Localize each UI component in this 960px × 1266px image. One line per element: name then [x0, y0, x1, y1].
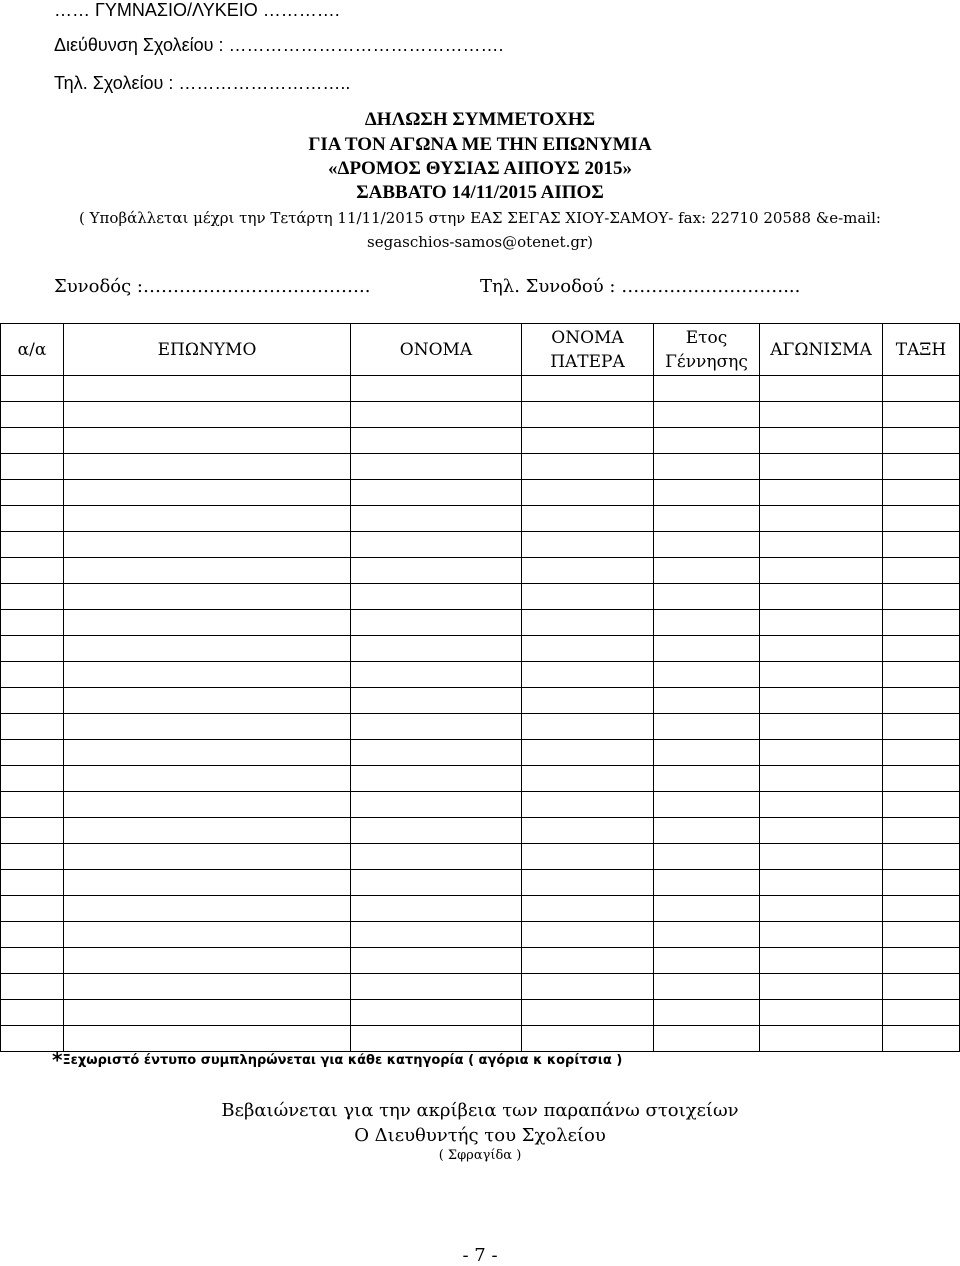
table-cell-class[interactable]	[883, 402, 960, 428]
table-cell-birth_year[interactable]	[654, 584, 760, 610]
header-name: ΟΝΟΜΑ	[351, 324, 522, 376]
table-cell-aa[interactable]	[1, 844, 64, 870]
table-cell-birth_year[interactable]	[654, 532, 760, 558]
table-cell-surname[interactable]	[64, 402, 351, 428]
table-row	[1, 480, 960, 506]
table-cell-father[interactable]	[522, 740, 654, 766]
table-cell-class[interactable]	[883, 792, 960, 818]
table-cell-aa[interactable]	[1, 376, 64, 402]
table-cell-class[interactable]	[883, 662, 960, 688]
table-row	[1, 948, 960, 974]
table-row	[1, 922, 960, 948]
race-title-line: ΓΙΑ ΤΟΝ ΑΓΩΝΑ ΜΕ ΤΗΝ ΕΠΩΝΥΜΙΑ	[308, 134, 652, 155]
table-cell-class[interactable]	[883, 610, 960, 636]
table-cell-surname[interactable]	[64, 584, 351, 610]
table-cell-name[interactable]	[351, 688, 522, 714]
table-cell-name[interactable]	[351, 584, 522, 610]
table-cell-father[interactable]	[522, 974, 654, 1000]
school-address-line: Διεύθυνση Σχολείου : ……………………………………….	[54, 35, 504, 55]
table-cell-event[interactable]	[760, 480, 883, 506]
table-cell-name[interactable]	[351, 792, 522, 818]
table-cell-surname[interactable]	[64, 870, 351, 896]
table-cell-father[interactable]	[522, 636, 654, 662]
table-cell-father[interactable]	[522, 844, 654, 870]
header-surname: ΕΠΩΝΥΜΟ	[64, 324, 351, 376]
table-cell-aa[interactable]	[1, 558, 64, 584]
table-cell-name[interactable]	[351, 1000, 522, 1026]
table-cell-surname[interactable]	[64, 454, 351, 480]
table-cell-father[interactable]	[522, 714, 654, 740]
table-cell-aa[interactable]	[1, 584, 64, 610]
table-cell-father[interactable]	[522, 662, 654, 688]
table-cell-name[interactable]	[351, 454, 522, 480]
table-cell-birth_year[interactable]	[654, 844, 760, 870]
table-row	[1, 584, 960, 610]
escort-phone-field: Τηλ. Συνοδού : ………………………...	[480, 276, 801, 297]
table-cell-surname[interactable]	[64, 844, 351, 870]
table-cell-event[interactable]	[760, 610, 883, 636]
table-row	[1, 662, 960, 688]
table-cell-aa[interactable]	[1, 688, 64, 714]
table-cell-name[interactable]	[351, 896, 522, 922]
table-cell-surname[interactable]	[64, 922, 351, 948]
table-cell-birth_year[interactable]	[654, 1026, 760, 1052]
table-cell-event[interactable]	[760, 428, 883, 454]
table-cell-event[interactable]	[760, 532, 883, 558]
submission-email: segaschios-samos@otenet.gr)	[367, 233, 593, 251]
table-cell-class[interactable]	[883, 948, 960, 974]
table-cell-class[interactable]	[883, 428, 960, 454]
table-cell-event[interactable]	[760, 896, 883, 922]
table-cell-surname[interactable]	[64, 1000, 351, 1026]
table-cell-birth_year[interactable]	[654, 1000, 760, 1026]
table-cell-surname[interactable]	[64, 948, 351, 974]
table-cell-surname[interactable]	[64, 792, 351, 818]
table-cell-birth_year[interactable]	[654, 376, 760, 402]
table-cell-class[interactable]	[883, 584, 960, 610]
table-cell-birth_year[interactable]	[654, 636, 760, 662]
table-cell-aa[interactable]	[1, 870, 64, 896]
race-name: «ΔΡΟΜΟΣ ΘΥΣΙΑΣ ΑΙΠΟΥΣ 2015»	[328, 158, 632, 179]
table-cell-surname[interactable]	[64, 662, 351, 688]
header-aa: α/α	[1, 324, 64, 376]
form-title: ΔΗΛΩΣΗ ΣΥΜΜΕΤΟΧΗΣ	[364, 109, 596, 130]
table-cell-aa[interactable]	[1, 402, 64, 428]
table-cell-event[interactable]	[760, 922, 883, 948]
table-row	[1, 896, 960, 922]
table-cell-father[interactable]	[522, 896, 654, 922]
table-cell-class[interactable]	[883, 480, 960, 506]
table-row	[1, 870, 960, 896]
table-cell-aa[interactable]	[1, 506, 64, 532]
principal-title: Ο Διευθυντής του Σχολείου	[354, 1125, 606, 1146]
table-cell-class[interactable]	[883, 922, 960, 948]
table-cell-event[interactable]	[760, 558, 883, 584]
table-cell-name[interactable]	[351, 740, 522, 766]
table-cell-birth_year[interactable]	[654, 402, 760, 428]
header-event: ΑΓΩΝΙΣΜΑ	[760, 324, 883, 376]
page-number: - 7 -	[462, 1245, 498, 1266]
table-cell-aa[interactable]	[1, 948, 64, 974]
table-cell-aa[interactable]	[1, 532, 64, 558]
submission-note: ( Υποβάλλεται μέχρι την Τετάρτη 11/11/2015 στην ΕΑΣ ΣΕΓΑΣ ΧΙΟΥ-ΣΑΜΟΥ- fax: 22710 20588 &e-mail:	[79, 209, 881, 227]
header-class: ΤΑΞΗ	[883, 324, 960, 376]
table-row	[1, 714, 960, 740]
table-cell-father[interactable]	[522, 688, 654, 714]
table-cell-surname[interactable]	[64, 480, 351, 506]
table-cell-event[interactable]	[760, 740, 883, 766]
table-cell-aa[interactable]	[1, 896, 64, 922]
table-cell-class[interactable]	[883, 844, 960, 870]
table-cell-birth_year[interactable]	[654, 870, 760, 896]
table-cell-event[interactable]	[760, 792, 883, 818]
table-cell-aa[interactable]	[1, 714, 64, 740]
table-cell-birth_year[interactable]	[654, 428, 760, 454]
table-cell-name[interactable]	[351, 844, 522, 870]
table-cell-event[interactable]	[760, 506, 883, 532]
table-cell-birth_year[interactable]	[654, 714, 760, 740]
table-cell-surname[interactable]	[64, 714, 351, 740]
table-cell-class[interactable]	[883, 532, 960, 558]
table-row	[1, 792, 960, 818]
header-birth-year: Ετος Γέννησης	[654, 324, 760, 376]
table-cell-father[interactable]	[522, 766, 654, 792]
table-row	[1, 1000, 960, 1026]
table-cell-surname[interactable]	[64, 428, 351, 454]
table-row	[1, 506, 960, 532]
table-cell-class[interactable]	[883, 376, 960, 402]
table-cell-birth_year[interactable]	[654, 948, 760, 974]
table-cell-name[interactable]	[351, 402, 522, 428]
table-cell-father[interactable]	[522, 610, 654, 636]
table-cell-class[interactable]	[883, 454, 960, 480]
table-cell-class[interactable]	[883, 714, 960, 740]
table-cell-name[interactable]	[351, 532, 522, 558]
table-cell-class[interactable]	[883, 974, 960, 1000]
table-cell-surname[interactable]	[64, 636, 351, 662]
table-cell-birth_year[interactable]	[654, 688, 760, 714]
table-cell-birth_year[interactable]	[654, 740, 760, 766]
table-cell-surname[interactable]	[64, 506, 351, 532]
table-cell-class[interactable]	[883, 740, 960, 766]
table-cell-father[interactable]	[522, 454, 654, 480]
table-cell-father[interactable]	[522, 480, 654, 506]
table-cell-aa[interactable]	[1, 636, 64, 662]
table-cell-aa[interactable]	[1, 480, 64, 506]
footnote-star: *	[52, 1048, 63, 1072]
table-cell-birth_year[interactable]	[654, 922, 760, 948]
table-cell-surname[interactable]	[64, 610, 351, 636]
table-cell-aa[interactable]	[1, 610, 64, 636]
table-cell-surname[interactable]	[64, 532, 351, 558]
table-cell-aa[interactable]	[1, 792, 64, 818]
table-cell-birth_year[interactable]	[654, 792, 760, 818]
table-row	[1, 844, 960, 870]
table-body	[1, 376, 960, 1052]
table-row	[1, 636, 960, 662]
table-cell-class[interactable]	[883, 688, 960, 714]
table-cell-birth_year[interactable]	[654, 818, 760, 844]
table-cell-father[interactable]	[522, 428, 654, 454]
table-cell-surname[interactable]	[64, 740, 351, 766]
table-cell-name[interactable]	[351, 506, 522, 532]
table-cell-event[interactable]	[760, 636, 883, 662]
table-cell-class[interactable]	[883, 1026, 960, 1052]
participants-table	[0, 323, 960, 1052]
table-cell-class[interactable]	[883, 1000, 960, 1026]
table-cell-birth_year[interactable]	[654, 558, 760, 584]
table-cell-father[interactable]	[522, 948, 654, 974]
table-cell-event[interactable]	[760, 1000, 883, 1026]
table-cell-aa[interactable]	[1, 922, 64, 948]
table-cell-birth_year[interactable]	[654, 974, 760, 1000]
table-cell-father[interactable]	[522, 792, 654, 818]
table-cell-class[interactable]	[883, 558, 960, 584]
table-cell-father[interactable]	[522, 870, 654, 896]
table-cell-class[interactable]	[883, 506, 960, 532]
table-cell-name[interactable]	[351, 428, 522, 454]
table-cell-name[interactable]	[351, 610, 522, 636]
table-cell-name[interactable]	[351, 766, 522, 792]
certification-text: Βεβαιώνεται για την ακρίβεια των παραπάνω στοιχείων	[221, 1100, 739, 1121]
table-cell-aa[interactable]	[1, 766, 64, 792]
table-cell-event[interactable]	[760, 376, 883, 402]
table-cell-aa[interactable]	[1, 740, 64, 766]
table-row	[1, 558, 960, 584]
table-cell-surname[interactable]	[64, 376, 351, 402]
footnote-text: Ξεχωριστό έντυπο συμπληρώνεται για κάθε κατηγορία ( αγόρια κ κορίτσια )	[62, 1053, 623, 1068]
table-cell-name[interactable]	[351, 948, 522, 974]
table-cell-event[interactable]	[760, 1026, 883, 1052]
table-cell-father[interactable]	[522, 558, 654, 584]
table-cell-father[interactable]	[522, 818, 654, 844]
table-cell-class[interactable]	[883, 766, 960, 792]
table-cell-name[interactable]	[351, 376, 522, 402]
table-cell-class[interactable]	[883, 636, 960, 662]
table-cell-event[interactable]	[760, 844, 883, 870]
table-header-row	[1, 324, 960, 376]
table-row	[1, 766, 960, 792]
table-cell-name[interactable]	[351, 636, 522, 662]
table-cell-event[interactable]	[760, 948, 883, 974]
table-cell-father[interactable]	[522, 532, 654, 558]
table-row	[1, 402, 960, 428]
table-cell-father[interactable]	[522, 922, 654, 948]
table-cell-class[interactable]	[883, 870, 960, 896]
table-row	[1, 376, 960, 402]
school-phone-line: Τηλ. Σχολείου : ………………………..	[54, 73, 351, 93]
table-cell-surname[interactable]	[64, 766, 351, 792]
table-cell-birth_year[interactable]	[654, 506, 760, 532]
table-cell-father[interactable]	[522, 584, 654, 610]
table-cell-birth_year[interactable]	[654, 610, 760, 636]
table-row	[1, 610, 960, 636]
table-cell-birth_year[interactable]	[654, 662, 760, 688]
table-cell-father[interactable]	[522, 506, 654, 532]
table-cell-event[interactable]	[760, 584, 883, 610]
table-cell-aa[interactable]	[1, 662, 64, 688]
table-cell-event[interactable]	[760, 454, 883, 480]
table-cell-birth_year[interactable]	[654, 896, 760, 922]
table-cell-name[interactable]	[351, 922, 522, 948]
table-cell-birth_year[interactable]	[654, 454, 760, 480]
footnote	[52, 1048, 622, 1072]
table-cell-class[interactable]	[883, 896, 960, 922]
race-date: ΣΑΒΒΑΤΟ 14/11/2015 ΑΙΠΟΣ	[356, 182, 604, 203]
table-cell-event[interactable]	[760, 870, 883, 896]
table-cell-name[interactable]	[351, 870, 522, 896]
table-row	[1, 740, 960, 766]
table-cell-surname[interactable]	[64, 818, 351, 844]
table-cell-name[interactable]	[351, 480, 522, 506]
table-cell-event[interactable]	[760, 688, 883, 714]
table-cell-name[interactable]	[351, 818, 522, 844]
escort-name-field: Συνοδός :………………………………..	[54, 276, 371, 297]
table-row	[1, 428, 960, 454]
stamp-label: ( Σφραγίδα )	[438, 1148, 522, 1163]
table-cell-aa[interactable]	[1, 454, 64, 480]
table-cell-event[interactable]	[760, 662, 883, 688]
table-cell-event[interactable]	[760, 818, 883, 844]
table-cell-father[interactable]	[522, 402, 654, 428]
table-cell-event[interactable]	[760, 974, 883, 1000]
table-cell-name[interactable]	[351, 974, 522, 1000]
table-row	[1, 688, 960, 714]
table-cell-event[interactable]	[760, 402, 883, 428]
table-cell-surname[interactable]	[64, 558, 351, 584]
table-cell-father[interactable]	[522, 376, 654, 402]
table-cell-event[interactable]	[760, 766, 883, 792]
table-cell-birth_year[interactable]	[654, 480, 760, 506]
table-cell-father[interactable]	[522, 1000, 654, 1026]
table-cell-aa[interactable]	[1, 974, 64, 1000]
school-name-line: …… ΓΥΜΝΑΣΙΟ/ΛΥΚΕΙΟ ………….	[54, 0, 340, 20]
table-cell-event[interactable]	[760, 714, 883, 740]
table-cell-aa[interactable]	[1, 1000, 64, 1026]
table-cell-name[interactable]	[351, 558, 522, 584]
header-father-name: ΟΝΟΜΑ ΠΑΤΕΡΑ	[522, 324, 654, 376]
table-row	[1, 454, 960, 480]
table-cell-aa[interactable]	[1, 428, 64, 454]
table-row	[1, 818, 960, 844]
table-cell-class[interactable]	[883, 818, 960, 844]
table-cell-surname[interactable]	[64, 896, 351, 922]
table-cell-surname[interactable]	[64, 688, 351, 714]
table-cell-birth_year[interactable]	[654, 766, 760, 792]
table-cell-name[interactable]	[351, 714, 522, 740]
table-row	[1, 532, 960, 558]
table-cell-name[interactable]	[351, 662, 522, 688]
table-cell-surname[interactable]	[64, 974, 351, 1000]
table-row	[1, 974, 960, 1000]
table-cell-aa[interactable]	[1, 818, 64, 844]
